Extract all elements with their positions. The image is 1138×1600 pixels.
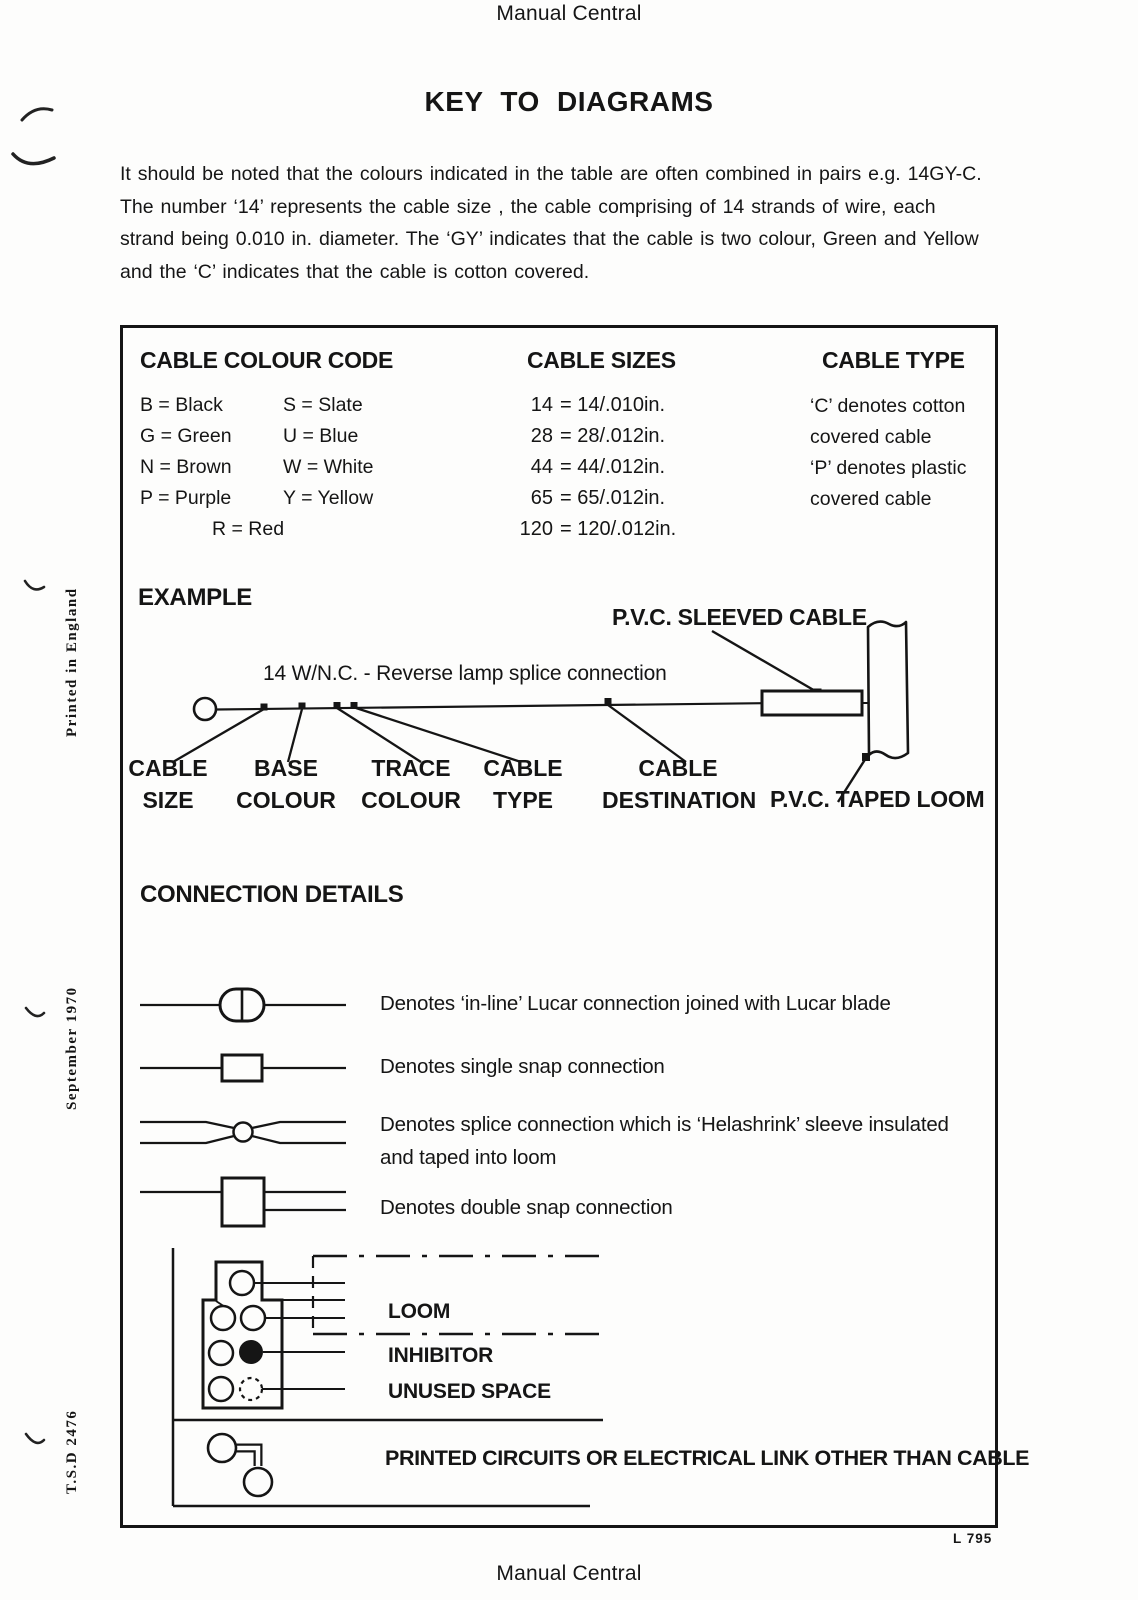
cable-size-item: 44 = 44/.012in. <box>530 456 666 478</box>
intro-line: and the ‘C’ indicates that the cable is cotton covered. <box>120 260 590 283</box>
unused-space-dot-icon <box>240 1378 262 1400</box>
page-title: KEY TO DIAGRAMS <box>424 86 714 117</box>
connection-desc: Denotes double snap connection <box>380 1196 673 1219</box>
example-heading: EXAMPLE <box>138 584 252 611</box>
colour-code-col2 <box>283 390 373 514</box>
example-cable-text: 14 W/N.C. - Reverse lamp splice connection <box>263 662 667 685</box>
single-snap-symbol-icon <box>140 1055 346 1081</box>
callout-base-colour: BASE COLOUR <box>236 755 336 813</box>
colour-code-item: U = Blue <box>283 425 359 447</box>
colour-code-item: Y = Yellow <box>283 487 374 509</box>
inhibitor-label: INHIBITOR <box>388 1344 494 1367</box>
connection-desc: and taped into loom <box>380 1146 557 1169</box>
callout-cable-destination: CABLE DESTINATION <box>602 755 757 813</box>
cable-size-item: 120 = 120/.012in. <box>519 518 677 540</box>
cable-type-line: covered cable <box>810 426 932 448</box>
inhibitor-dot-icon <box>239 1340 263 1364</box>
intro-line: It should be noted that the colours indicated in the table are often combined in pairs e.g. 14GY-C. <box>120 163 982 185</box>
connection-desc: Denotes single snap connection <box>380 1055 665 1078</box>
sleeve-icon <box>762 691 862 715</box>
loom-label: LOOM <box>388 1300 451 1323</box>
colour-code-item: G = Green <box>140 425 232 447</box>
printed-circuits-label: PRINTED CIRCUITS OR ELECTRICAL LINK OTHER THAN CABLE <box>385 1446 1030 1470</box>
callout-cable-size: CABLE SIZE <box>128 755 208 813</box>
cable-type-heading: CABLE TYPE <box>822 347 965 373</box>
cable-size-item: 14 = 14/.010in. <box>530 394 666 416</box>
colour-code-item: S = Slate <box>283 394 363 416</box>
intro-line: The number ‘14’ represents the cable size , the cable comprising of 14 strands of wire, each <box>120 195 936 218</box>
scan-mark-icon <box>24 1430 48 1452</box>
colour-code-col1 <box>140 390 232 514</box>
connection-desc: Denotes ‘in-line’ Lucar connection joined with Lucar blade <box>380 992 891 1015</box>
colour-code-item: N = Brown <box>140 456 232 478</box>
cable-sizes-list <box>505 390 676 545</box>
connection-details-heading: CONNECTION DETAILS <box>140 881 404 908</box>
lucar-inline-symbol-icon <box>140 989 346 1021</box>
callout-cable-type: CABLE TYPE <box>483 755 563 813</box>
figure-ref: L 795 <box>953 1531 993 1546</box>
colour-code-item: B = Black <box>140 394 223 416</box>
taped-loom-icon <box>868 622 908 758</box>
page-header: Manual Central <box>496 2 642 25</box>
cable-type-line: covered cable <box>810 488 932 510</box>
cable-size-item: 65 = 65/.012in. <box>530 487 666 509</box>
loom-boundary-icon <box>313 1256 603 1334</box>
page-footer: Manual Central <box>496 1562 642 1585</box>
connection-desc: Denotes splice connection which is ‘Helashrink’ sleeve insulated <box>380 1113 949 1136</box>
callout-trace-colour: TRACE COLOUR <box>361 755 461 813</box>
margin-date: September 1970 <box>64 986 80 1110</box>
cable-type-line: ‘P’ denotes plastic <box>810 457 967 479</box>
colour-code-item: W = White <box>283 456 374 478</box>
intro-line: strand being 0.010 in. diameter. The ‘GY’ indicates that the cable is two colour, Green and Yellow <box>120 228 979 250</box>
printed-circuit-symbol-icon <box>208 1434 272 1496</box>
margin-tsd-ref: T.S.D 2476 <box>64 1409 80 1494</box>
colour-code-item: P = Purple <box>140 487 232 509</box>
cable-eyelet-icon <box>194 698 216 720</box>
colour-code-heading: CABLE COLOUR CODE <box>140 347 394 373</box>
pvc-sleeved-cable-label: P.V.C. SLEEVED CABLE <box>612 604 867 630</box>
colour-code-item: R = Red <box>212 518 285 540</box>
cable-type-line: ‘C’ denotes cotton <box>810 395 966 417</box>
intro-paragraph <box>120 158 1000 288</box>
scan-mark-icon <box>22 576 48 598</box>
scan-mark-icon <box>24 1004 48 1026</box>
double-snap-symbol-icon <box>140 1178 346 1226</box>
cable-type-block <box>810 391 966 515</box>
cable-sizes-heading: CABLE SIZES <box>527 347 676 373</box>
unused-space-label: UNUSED SPACE <box>388 1380 551 1403</box>
splice-symbol-icon <box>140 1122 346 1143</box>
margin-printed-in-england: Printed in England <box>64 587 80 737</box>
pvc-taped-loom-label: P.V.C. TAPED LOOM <box>770 786 985 812</box>
cable-size-item: 28 = 28/.012in. <box>530 425 666 447</box>
